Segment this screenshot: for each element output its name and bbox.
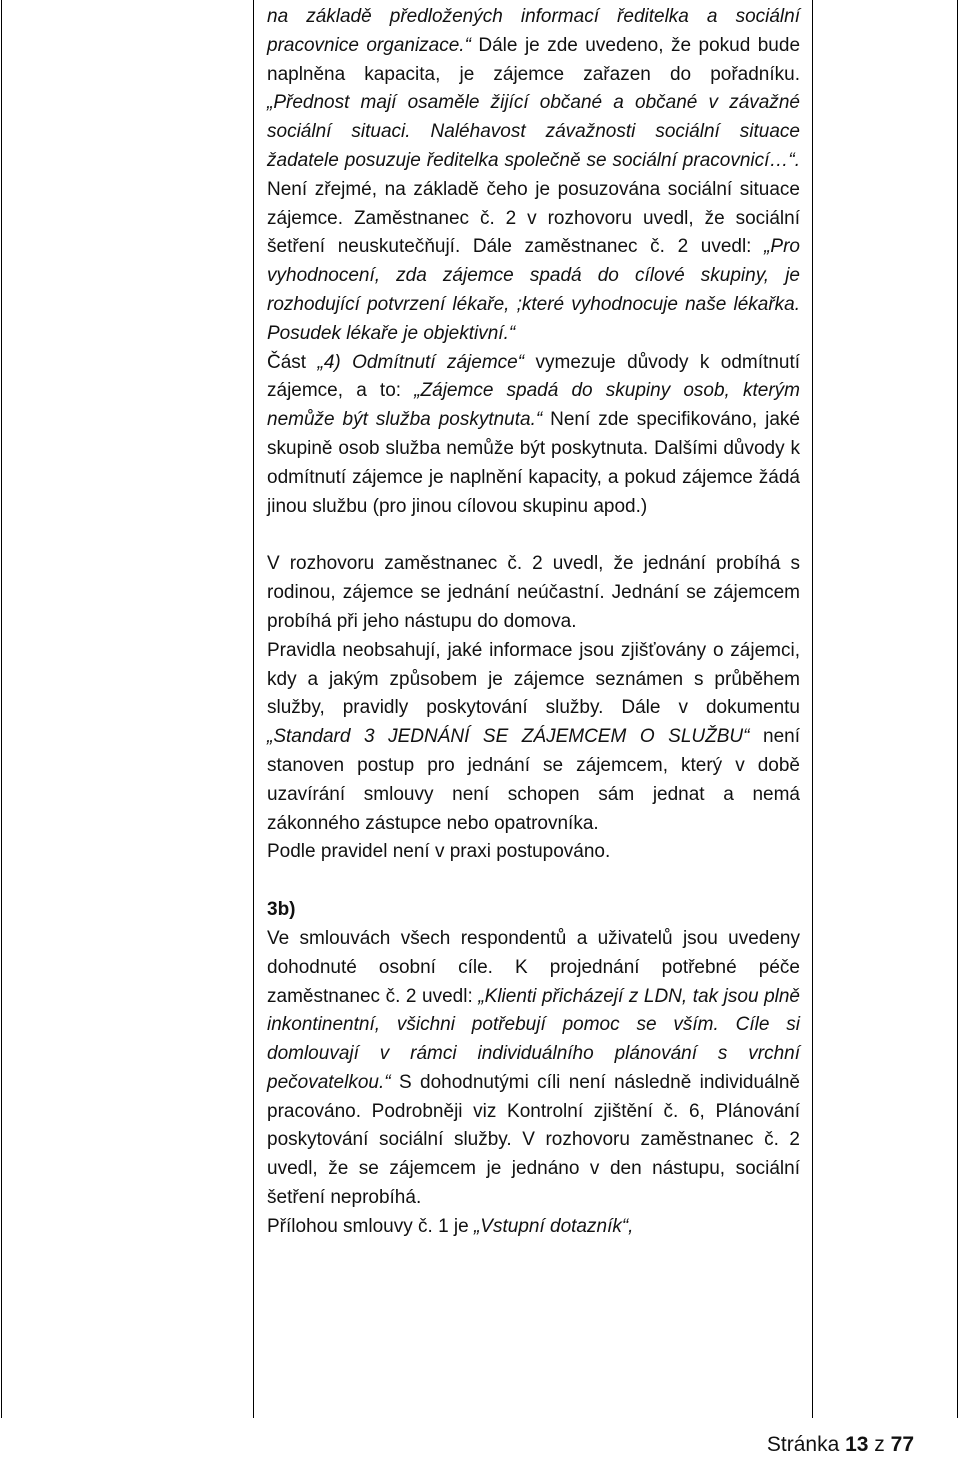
- paragraph-gap: [267, 521, 800, 550]
- section-heading-text: 3b): [267, 899, 296, 921]
- paragraph-gap: [267, 867, 800, 896]
- paragraph: [267, 3, 800, 349]
- paragraph: [267, 349, 800, 522]
- paragraph: [267, 550, 800, 636]
- page-footer: [767, 1432, 914, 1458]
- text-segment: Pravidla neobsahují, jaké informace jsou zjišťovány o zájemci, kdy a jakým způsobem je zájemce seznámen s průběhem služby, pravidly poskytování služby. Dále v dokumentu: [267, 639, 800, 719]
- text-segment: V rozhovoru zaměstnanec č. 2 uvedl, že jednání probíhá s rodinou, zájemce se jednání neúčastní. Jednání se zájemcem probíhá při jeho nástupu do domova.: [267, 553, 800, 632]
- text-segment: Není zřejmé, na základě čeho je posuzována sociální situace zájemce. Zaměstnanec č. 2 v rozhovoru uvedl, že sociální šetření neuskutečňují. Dále zaměstnanec č. 2 uvedl:: [267, 178, 800, 258]
- text-segment: vymezuje důvody k odmítnutí zájemce, a to:: [267, 351, 801, 402]
- quoted-text: na základě předložených informací ředitelka a sociální pracovnice organizace.“: [267, 6, 800, 56]
- page-label: Stránka: [766, 1433, 840, 1456]
- page-total: 77: [890, 1433, 914, 1456]
- table-border-right: [957, 0, 958, 1418]
- text-segment: Podle pravidel není v praxi postupováno.: [267, 841, 611, 863]
- quoted-text: „Vstupní dotazník“,: [473, 1215, 634, 1237]
- page-separator: z: [874, 1433, 885, 1456]
- paragraph: [267, 838, 800, 867]
- paragraph: [267, 637, 800, 839]
- text-segment: Přílohou smlouvy č. 1 je: [267, 1215, 474, 1237]
- page-current: 13: [845, 1433, 869, 1456]
- section-heading: [267, 896, 800, 925]
- paragraph: [267, 925, 800, 1213]
- text-segment: S dohodnutými cíli není následně individuálně pracováno. Podrobněji viz Kontrolní zjištění č. 6, Plánování poskytování sociální služby. V rozhovoru zaměstnanec č. 2 uvedl, že se zájemcem je jednáno v den nástupu, sociální šetření neprobíhá.: [267, 1071, 800, 1209]
- text-segment: není stanoven postup pro jednání se zájemcem, který v době uzavírání smlouvy není schopen sám jednat a nemá zákonného zástupce nebo opatrovníka.: [267, 726, 800, 834]
- text-segment: Ve smlouvách všech respondentů a uživatelů jsou uvedeny dohodnuté osobní cíle. K projednání potřebné péče zaměstnanec č. 2 uvedl:: [267, 927, 800, 1007]
- quoted-text: „Klienti přicházejí z LDN, tak jsou plně inkontinentní, všichni potřebují pomoc se vším. Cíle si domlouvají v rámci individuálního plánování s vrchní pečovatelkou.“: [267, 985, 800, 1093]
- quoted-text: „Zájemce spadá do skupiny osob, kterým nemůže být služba poskytnuta.“: [267, 380, 800, 431]
- quoted-text: „Standard 3 JEDNÁNÍ SE ZÁJEMCEM O SLUŽBU“: [267, 726, 750, 748]
- quoted-text: „Pro vyhodnocení, zda zájemce spadá do cílové skupiny, je rozhodující potvrzení lékaře, ;které vyhodnocuje naše lékařka. Posudek lékaře je objektivní.“: [267, 236, 800, 344]
- paragraph: [267, 1213, 800, 1242]
- table-border-left: [1, 0, 2, 1418]
- quoted-text: „4) Odmítnutí zájemce“: [317, 351, 525, 373]
- table-border-column-2: [812, 0, 813, 1418]
- table-border-column-1: [253, 0, 254, 1418]
- text-segment: Dále je zde uvedeno, že pokud bude naplněna kapacita, je zájemce zařazen do pořadníku.: [267, 34, 801, 85]
- text-segment: Část: [267, 351, 318, 373]
- text-segment: Není zde specifikováno, jaké skupině osob služba nemůže být poskytnuta. Dalšími důvody k odmítnutí zájemce je naplnění kapacity, a pokud zájemce žádá jinou službu (pro jinou cílovou skupinu apod.): [267, 409, 801, 517]
- table-cell-text: [267, 3, 800, 1242]
- quoted-text: „Přednost mají osaměle žijící občané a občané v závažné sociální situaci. Naléhavost závažnosti sociální situace žadatele posuzuje ředitelka společně se sociální pracovnicí…“.: [267, 92, 800, 171]
